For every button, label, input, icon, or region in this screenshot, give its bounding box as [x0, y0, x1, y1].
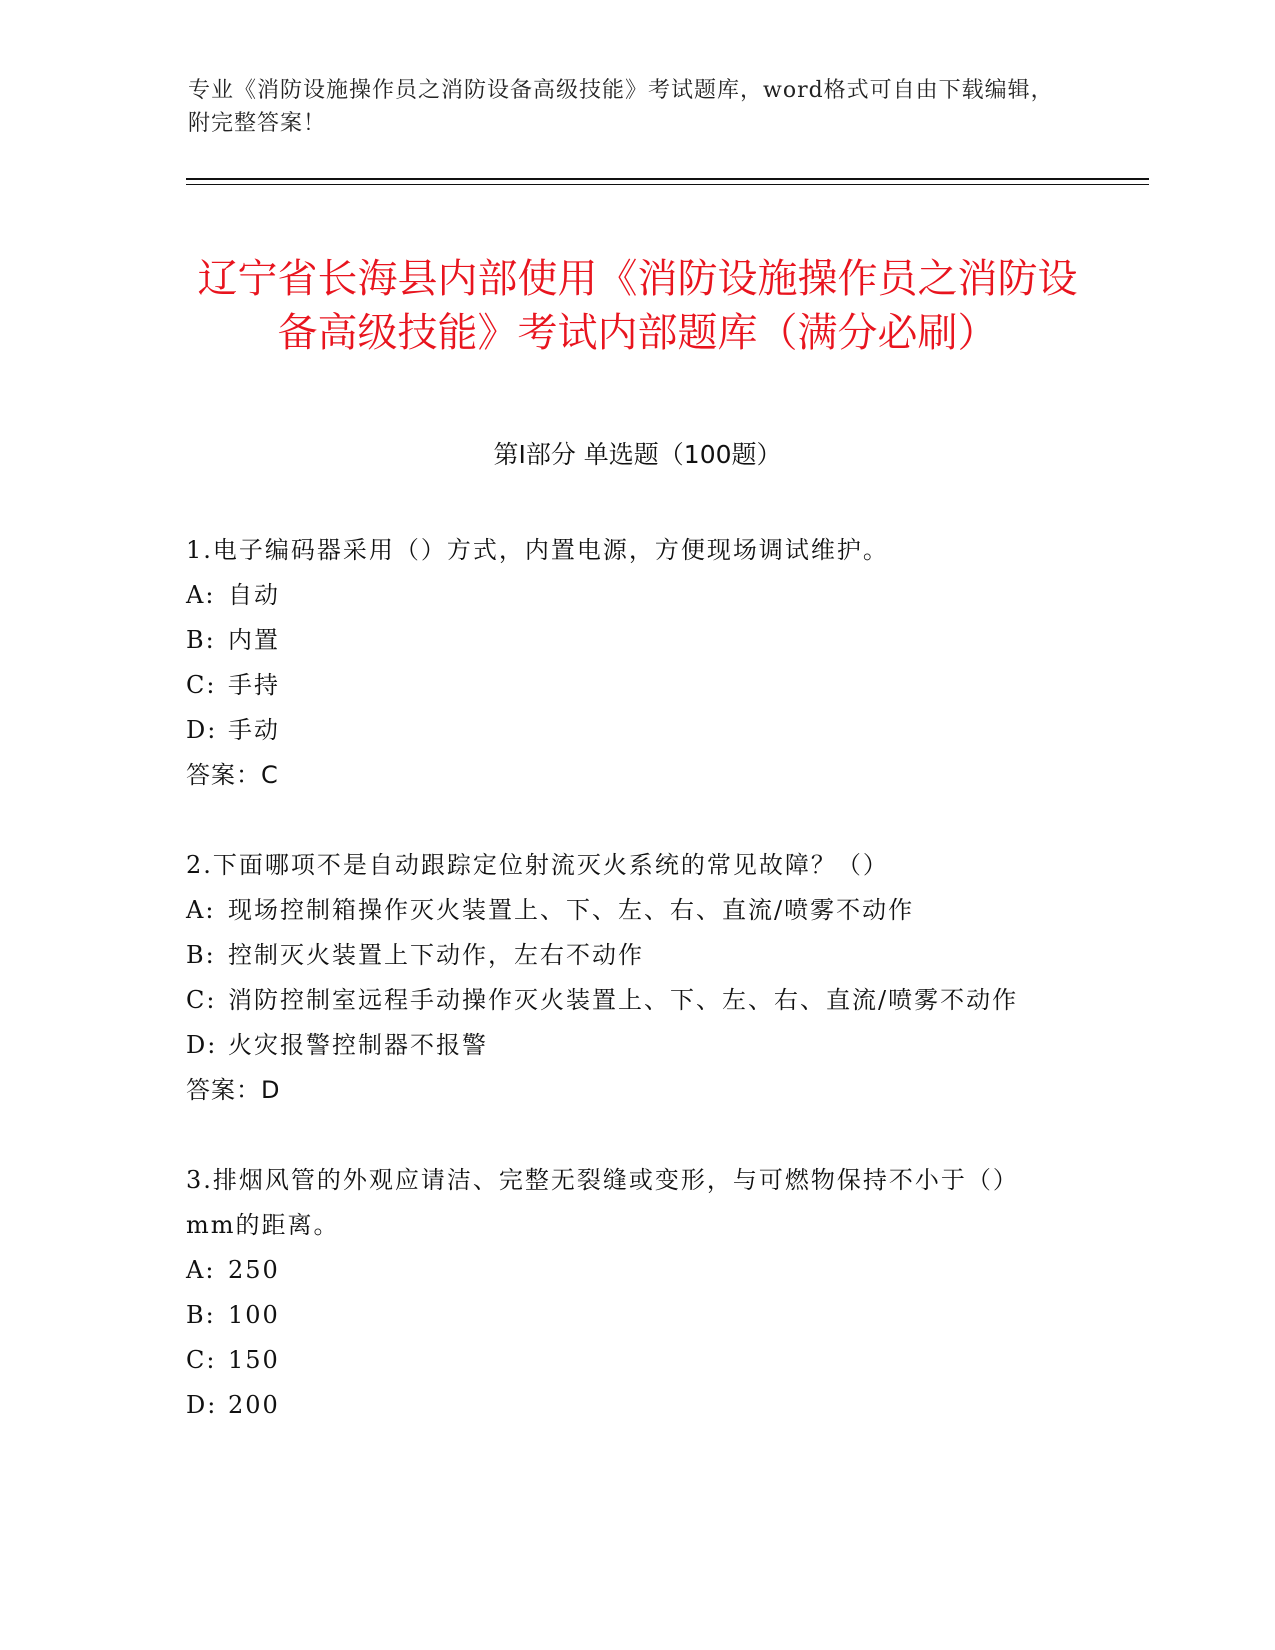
question-list: [186, 528, 1066, 1473]
option-text: 控制灭火装置上下动作，左右不动作: [228, 941, 644, 969]
question-2: [186, 843, 1066, 1113]
option-text: 自动: [228, 581, 280, 609]
option-letter: D:: [186, 716, 218, 744]
answer-line: 答案：C: [186, 761, 279, 789]
section-heading: 第Ⅰ部分 单选题（100题）: [493, 440, 782, 469]
option-text: 现场控制箱操作灭火装置上、下、左、右、直流/喷雾不动作: [228, 896, 915, 924]
option-c: [186, 978, 1066, 1023]
document-title: 辽宁省长海县内部使用《消防设施操作员之消防设备高级技能》考试内部题库（满分必刷）: [197, 255, 1078, 356]
option-text: 消防控制室远程手动操作灭火装置上、下、左、右、直流/喷雾不动作: [228, 986, 1019, 1014]
question-3: [186, 1158, 1066, 1428]
option-c: [186, 663, 1066, 708]
option-text: 内置: [228, 626, 280, 654]
option-b: [186, 1293, 1066, 1338]
option-letter: A:: [186, 1256, 216, 1284]
option-letter: C:: [186, 1346, 217, 1374]
header-rule-thin: [186, 184, 1149, 185]
option-text: 150: [228, 1346, 280, 1374]
answer-line: 答案：D: [186, 1076, 281, 1104]
option-letter: C:: [186, 671, 217, 699]
option-a: [186, 888, 1066, 933]
question-stem: 3.排烟风管的外观应请洁、完整无裂缝或变形，与可燃物保持不小于（）mm的距离。: [186, 1166, 1019, 1239]
question-1: [186, 528, 1066, 798]
option-d: [186, 1383, 1066, 1428]
option-a: [186, 573, 1066, 618]
header-note: 专业《消防设施操作员之消防设备高级技能》考试题库，word格式可自由下载编辑，附完整答案！: [188, 78, 1054, 136]
option-letter: A:: [186, 581, 216, 609]
option-letter: C:: [186, 986, 217, 1014]
option-text: 火灾报警控制器不报警: [228, 1031, 488, 1059]
option-b: [186, 618, 1066, 663]
option-text: 手持: [228, 671, 280, 699]
option-letter: B:: [186, 626, 216, 654]
option-letter: A:: [186, 896, 216, 924]
option-d: [186, 708, 1066, 753]
header-rule-thick: [186, 178, 1149, 180]
option-text: 200: [228, 1391, 280, 1419]
option-d: [186, 1023, 1066, 1068]
option-letter: B:: [186, 1301, 216, 1329]
option-text: 手动: [228, 716, 280, 744]
option-text: 250: [228, 1256, 280, 1284]
option-a: [186, 1248, 1066, 1293]
option-letter: D:: [186, 1031, 218, 1059]
option-c: [186, 1338, 1066, 1383]
question-stem: 1.电子编码器采用（）方式，内置电源，方便现场调试维护。: [186, 536, 889, 564]
option-letter: B:: [186, 941, 216, 969]
option-b: [186, 933, 1066, 978]
option-text: 100: [228, 1301, 280, 1329]
option-letter: D:: [186, 1391, 218, 1419]
question-stem: 2.下面哪项不是自动跟踪定位射流灭火系统的常见故障？（）: [186, 851, 889, 879]
